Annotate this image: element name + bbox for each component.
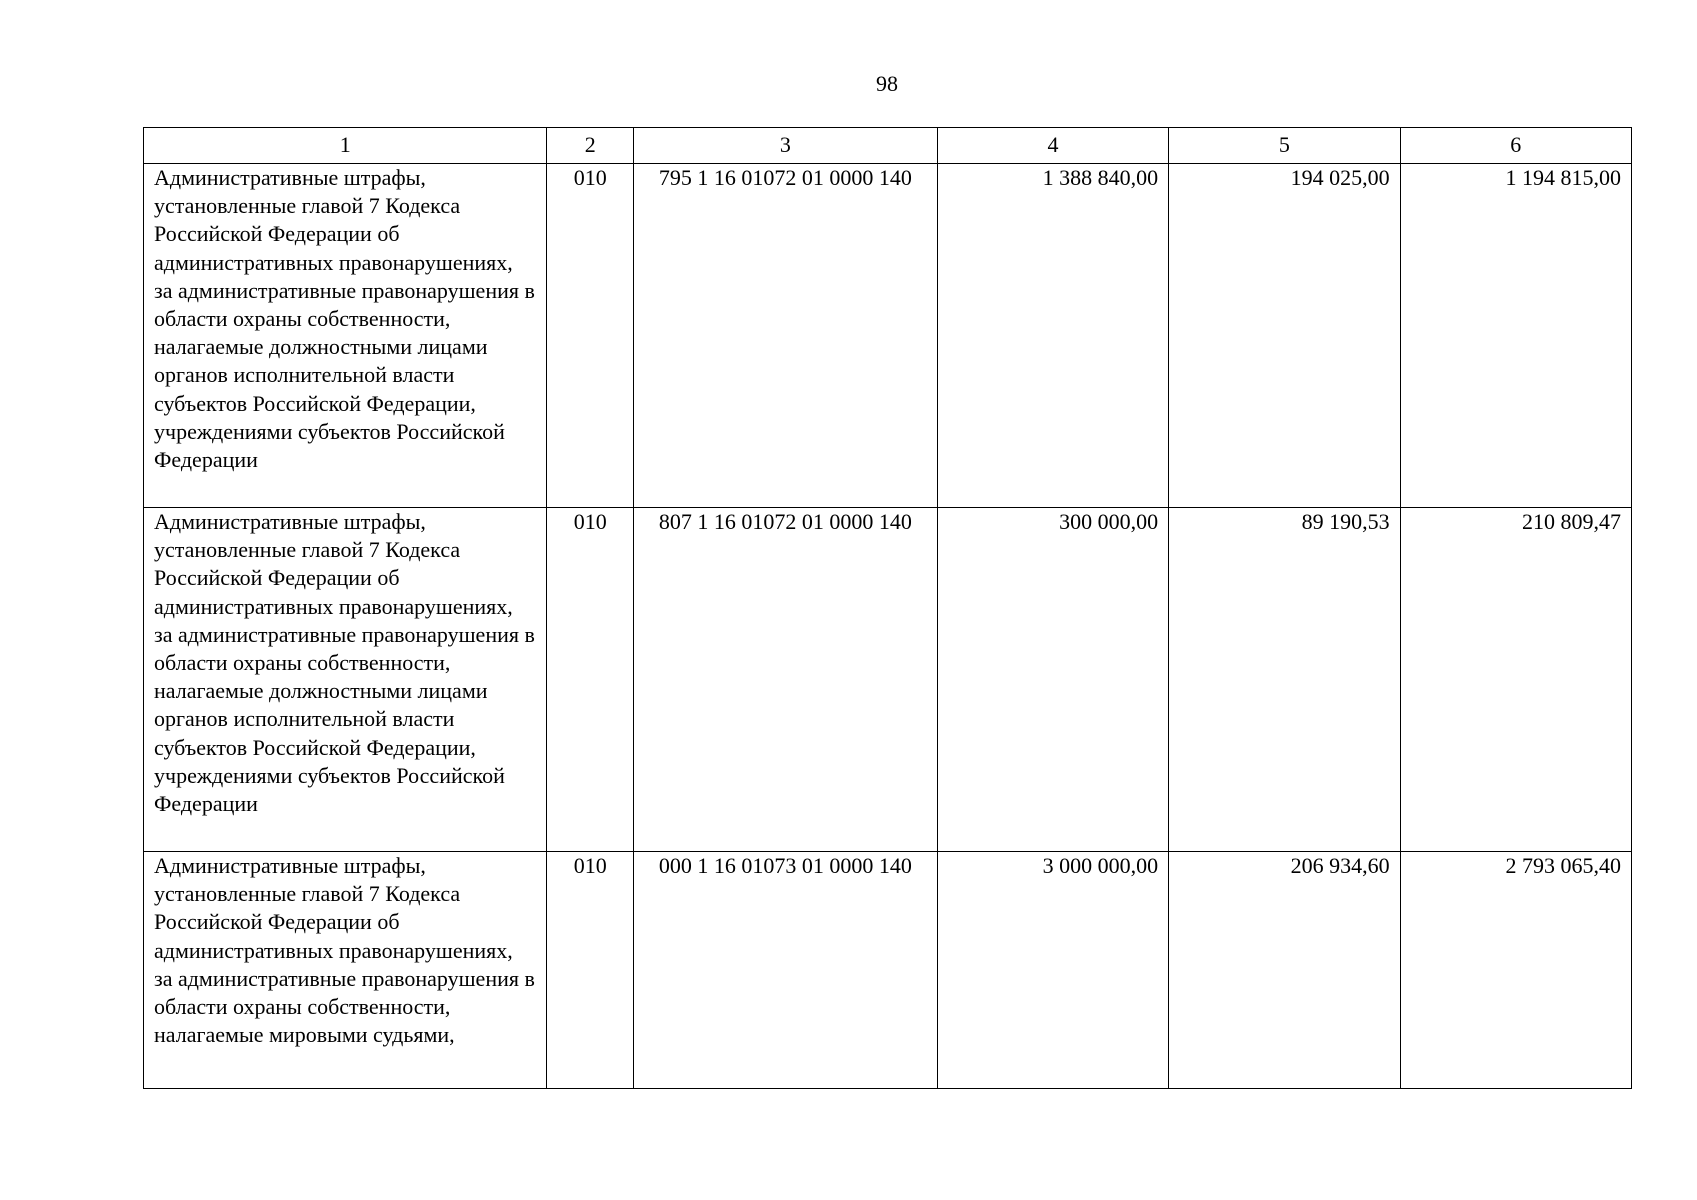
unexecuted-amount-cell: 1 194 815,00 [1400,164,1631,508]
table-row [144,508,1632,852]
executed-amount-cell: 194 025,00 [1169,164,1400,508]
header-col-3: 3 [633,128,937,164]
header-col-1: 1 [144,128,547,164]
page-number: 98 [876,71,898,96]
unexecuted-amount-cell: 210 809,47 [1400,508,1631,852]
header-row [144,128,1632,164]
line-code-cell: 010 [547,508,634,852]
table-header [144,128,1632,164]
table-body [144,164,1632,1089]
header-col-4: 4 [937,128,1168,164]
income-code-cell: 795 1 16 01072 01 0000 140 [633,164,937,508]
executed-amount-cell: 206 934,60 [1169,852,1400,1089]
table-row [144,852,1632,1089]
unexecuted-amount-cell: 2 793 065,40 [1400,852,1631,1089]
income-code-cell: 807 1 16 01072 01 0000 140 [633,508,937,852]
line-code-cell: 010 [547,164,634,508]
header-col-2: 2 [547,128,634,164]
income-name-cell: Административные штрафы, установленные главой 7 Кодекса Российской Федерации об административных правонарушениях, за административные правонарушения в области охраны собственности, налагаемые должностными лицами органов исполнительной власти субъектов Российской Федерации, учреждениями субъектов Российской Федерации [144,508,547,852]
budget-table [143,127,1632,1089]
executed-amount-cell: 89 190,53 [1169,508,1400,852]
line-code-cell: 010 [547,852,634,1089]
income-name-cell: Административные штрафы, установленные главой 7 Кодекса Российской Федерации об административных правонарушениях, за административные правонарушения в области охраны собственности, налагаемые должностными лицами органов исполнительной власти субъектов Российской Федерации, учреждениями субъектов Российской Федерации [144,164,547,508]
approved-amount-cell: 1 388 840,00 [937,164,1168,508]
income-name-cell: Административные штрафы, установленные главой 7 Кодекса Российской Федерации об административных правонарушениях, за административные правонарушения в области охраны собственности, налагаемые мировыми судьями, [144,852,547,1089]
approved-amount-cell: 300 000,00 [937,508,1168,852]
approved-amount-cell: 3 000 000,00 [937,852,1168,1089]
table-row [144,164,1632,508]
income-code-cell: 000 1 16 01073 01 0000 140 [633,852,937,1089]
header-col-5: 5 [1169,128,1400,164]
header-col-6: 6 [1400,128,1631,164]
